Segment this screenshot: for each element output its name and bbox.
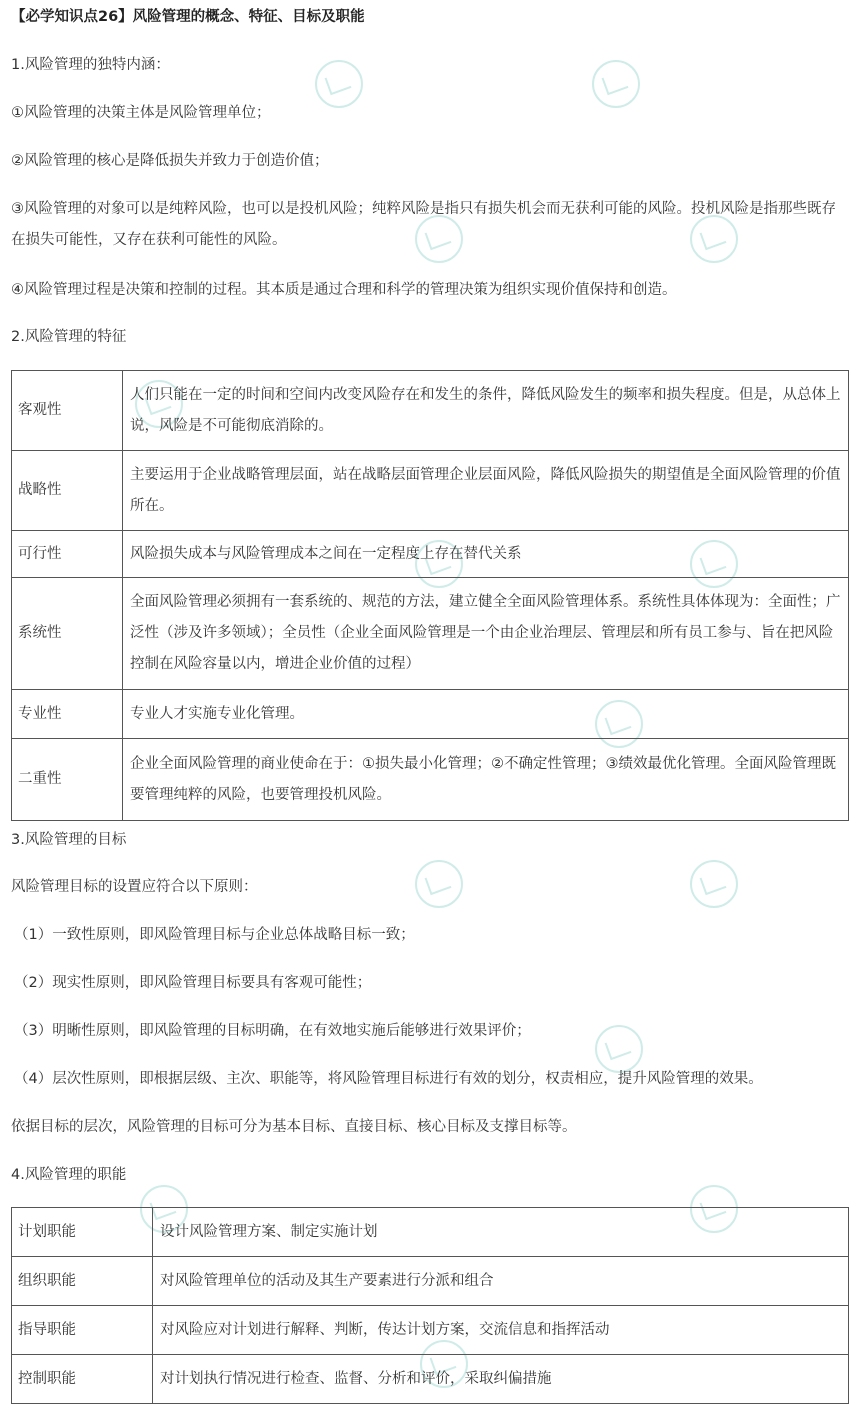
table-row [12, 451, 849, 531]
section3-item: （1）一致性原则，即风险管理目标与企业总体战略目标一致； [14, 927, 415, 943]
functions-table [11, 1207, 849, 1404]
table-row [12, 739, 849, 821]
feature-key: 二重性 [12, 739, 123, 821]
page-title: 【必学知识点26】风险管理的概念、特征、目标及职能 [11, 9, 365, 25]
function-desc: 设计风险管理方案、制定实施计划 [153, 1208, 849, 1257]
function-key: 计划职能 [12, 1208, 153, 1257]
section1-heading: 1.风险管理的独特内涵： [11, 57, 170, 73]
table-row [12, 578, 849, 690]
table-row [12, 1306, 849, 1355]
watermark-logo-icon [690, 860, 738, 908]
section3-heading: 3.风险管理的目标 [11, 832, 127, 848]
feature-desc: 全面风险管理必须拥有一套系统的、规范的方法，建立健全全面风险管理体系。系统性具体体现为：全面性；广泛性（涉及许多领域）；全员性（企业全面风险管理是一个由企业治理层、管理层和所有员工参与、旨在把风险控制在风险容量以内，增进企业价值的过程） [123, 578, 849, 690]
feature-desc: 专业人才实施专业化管理。 [123, 690, 849, 739]
feature-desc: 主要运用于企业战略管理层面，站在战略层面管理企业层面风险，降低风险损失的期望值是全面风险管理的价值所在。 [123, 451, 849, 531]
function-desc: 对风险管理单位的活动及其生产要素进行分派和组合 [153, 1257, 849, 1306]
feature-key: 可行性 [12, 531, 123, 578]
section4-heading: 4.风险管理的职能 [11, 1167, 127, 1183]
watermark-logo-icon [315, 60, 363, 108]
section2-heading: 2.风险管理的特征 [11, 329, 127, 345]
feature-desc: 企业全面风险管理的商业使命在于：①损失最小化管理；②不确定性管理；③绩效最优化管理。全面风险管理既要管理纯粹的风险，也要管理投机风险。 [123, 739, 849, 821]
function-desc: 对计划执行情况进行检查、监督、分析和评价，采取纠偏措施 [153, 1355, 849, 1404]
section1-item: ③风险管理的对象可以是纯粹风险，也可以是投机风险；纯粹风险是指只有损失机会而无获利可能的风险。投机风险是指那些既存在损失可能性，又存在获利可能性的风险。 [11, 201, 836, 248]
watermark-logo-icon [415, 860, 463, 908]
function-desc: 对风险应对计划进行解释、判断，传达计划方案，交流信息和指挥活动 [153, 1306, 849, 1355]
watermark-logo-icon [592, 60, 640, 108]
feature-key: 战略性 [12, 451, 123, 531]
feature-key: 专业性 [12, 690, 123, 739]
section1-item: ②风险管理的核心是降低损失并致力于创造价值； [11, 153, 329, 169]
section3-item: （3）明晰性原则，即风险管理的目标明确，在有效地实施后能够进行效果评价； [14, 1023, 531, 1039]
table-row [12, 531, 849, 578]
section3-intro: 风险管理目标的设置应符合以下原则： [11, 879, 258, 895]
table-row [12, 690, 849, 739]
section3-item: （4）层次性原则，即根据层级、主次、职能等，将风险管理目标进行有效的划分，权责相应，提升风险管理的效果。 [14, 1071, 763, 1087]
section1-item: ①风险管理的决策主体是风险管理单位； [11, 105, 271, 121]
function-key: 指导职能 [12, 1306, 153, 1355]
section3-summary: 依据目标的层次，风险管理的目标可分为基本目标、直接目标、核心目标及支撑目标等。 [11, 1119, 577, 1135]
table-row [12, 371, 849, 451]
table-row [12, 1355, 849, 1404]
section1-item: ④风险管理过程是决策和控制的过程。其本质是通过合理和科学的管理决策为组织实现价值保持和创造。 [11, 282, 677, 298]
function-key: 组织职能 [12, 1257, 153, 1306]
feature-key: 客观性 [12, 371, 123, 451]
section3-item: （2）现实性原则，即风险管理目标要具有客观可能性； [14, 975, 372, 991]
table-row [12, 1257, 849, 1306]
features-table [11, 370, 849, 821]
feature-desc: 风险损失成本与风险管理成本之间在一定程度上存在替代关系 [123, 531, 849, 578]
feature-desc: 人们只能在一定的时间和空间内改变风险存在和发生的条件，降低风险发生的频率和损失程度。但是，从总体上说，风险是不可能彻底消除的。 [123, 371, 849, 451]
function-key: 控制职能 [12, 1355, 153, 1404]
feature-key: 系统性 [12, 578, 123, 690]
table-row [12, 1208, 849, 1257]
